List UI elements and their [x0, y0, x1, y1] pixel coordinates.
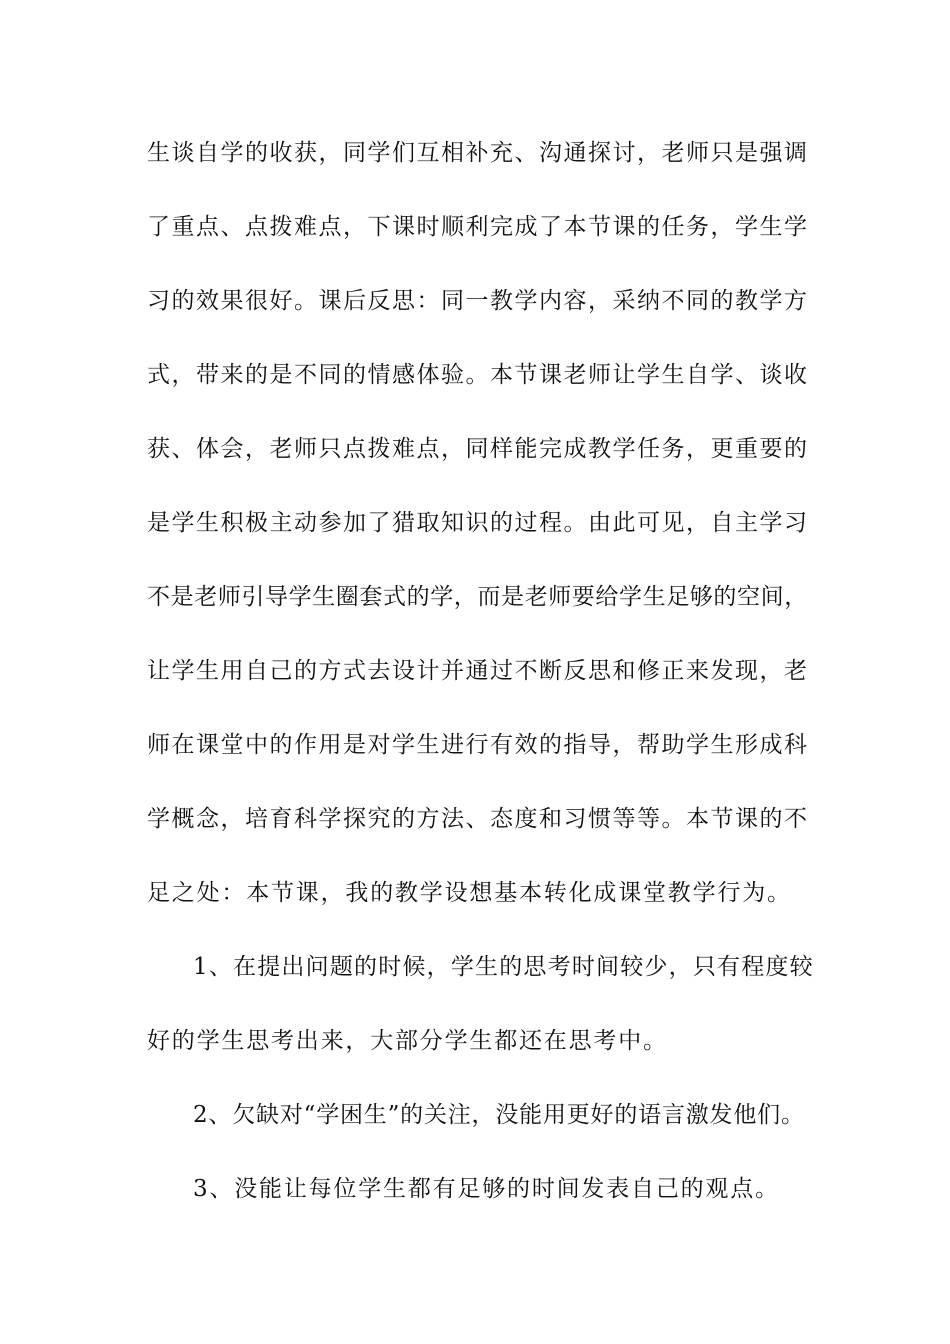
text-line-11: 足之处：本节课，我的教学设想基本转化成课堂教学行为。 [147, 880, 792, 906]
text-line-4: 式，带来的是不同的情感体验。本节课老师让学生自学、谈收 [147, 362, 807, 388]
text-line-10: 学概念，培育科学探究的方法、态度和习惯等等。本节课的不 [147, 806, 807, 832]
list-item-1-line-2: 好的学生思考出来，大部分学生都还在思考中。 [147, 1028, 668, 1054]
text-line-7: 不是老师引导学生圈套式的学，而是老师要给学生足够的空间， [147, 584, 808, 610]
list-item-1-line-1: 1、在提出问题的时候，学生的思考时间较少，只有程度较 [193, 954, 814, 980]
text-line-3: 习的效果很好。课后反思：同一教学内容，采纳不同的教学方 [147, 288, 807, 314]
text-line-8: 让学生用自己的方式去设计并通过不断反思和修正来发现，老 [147, 658, 807, 684]
document-body [147, 128, 814, 1238]
text-line-6: 是学生积极主动参加了猎取知识的过程。由此可见，自主学习 [147, 510, 807, 536]
list-item-2: 2、欠缺对“学困生”的关注，没能用更好的语言激发他们。 [193, 1102, 805, 1128]
text-line-9: 师在课堂中的作用是对学生进行有效的指导，帮助学生形成科 [147, 732, 807, 758]
text-line-2: 了重点、点拨难点，下课时顺利完成了本节课的任务，学生学 [147, 214, 807, 240]
text-line-5: 获、体会，老师只点拨难点，同样能完成教学任务，更重要的 [147, 436, 807, 462]
list-item-3: 3、没能让每位学生都有足够的时间发表自己的观点。 [193, 1176, 780, 1202]
text-line-1: 生谈自学的收获，同学们互相补充、沟通探讨，老师只是强调 [147, 140, 807, 166]
